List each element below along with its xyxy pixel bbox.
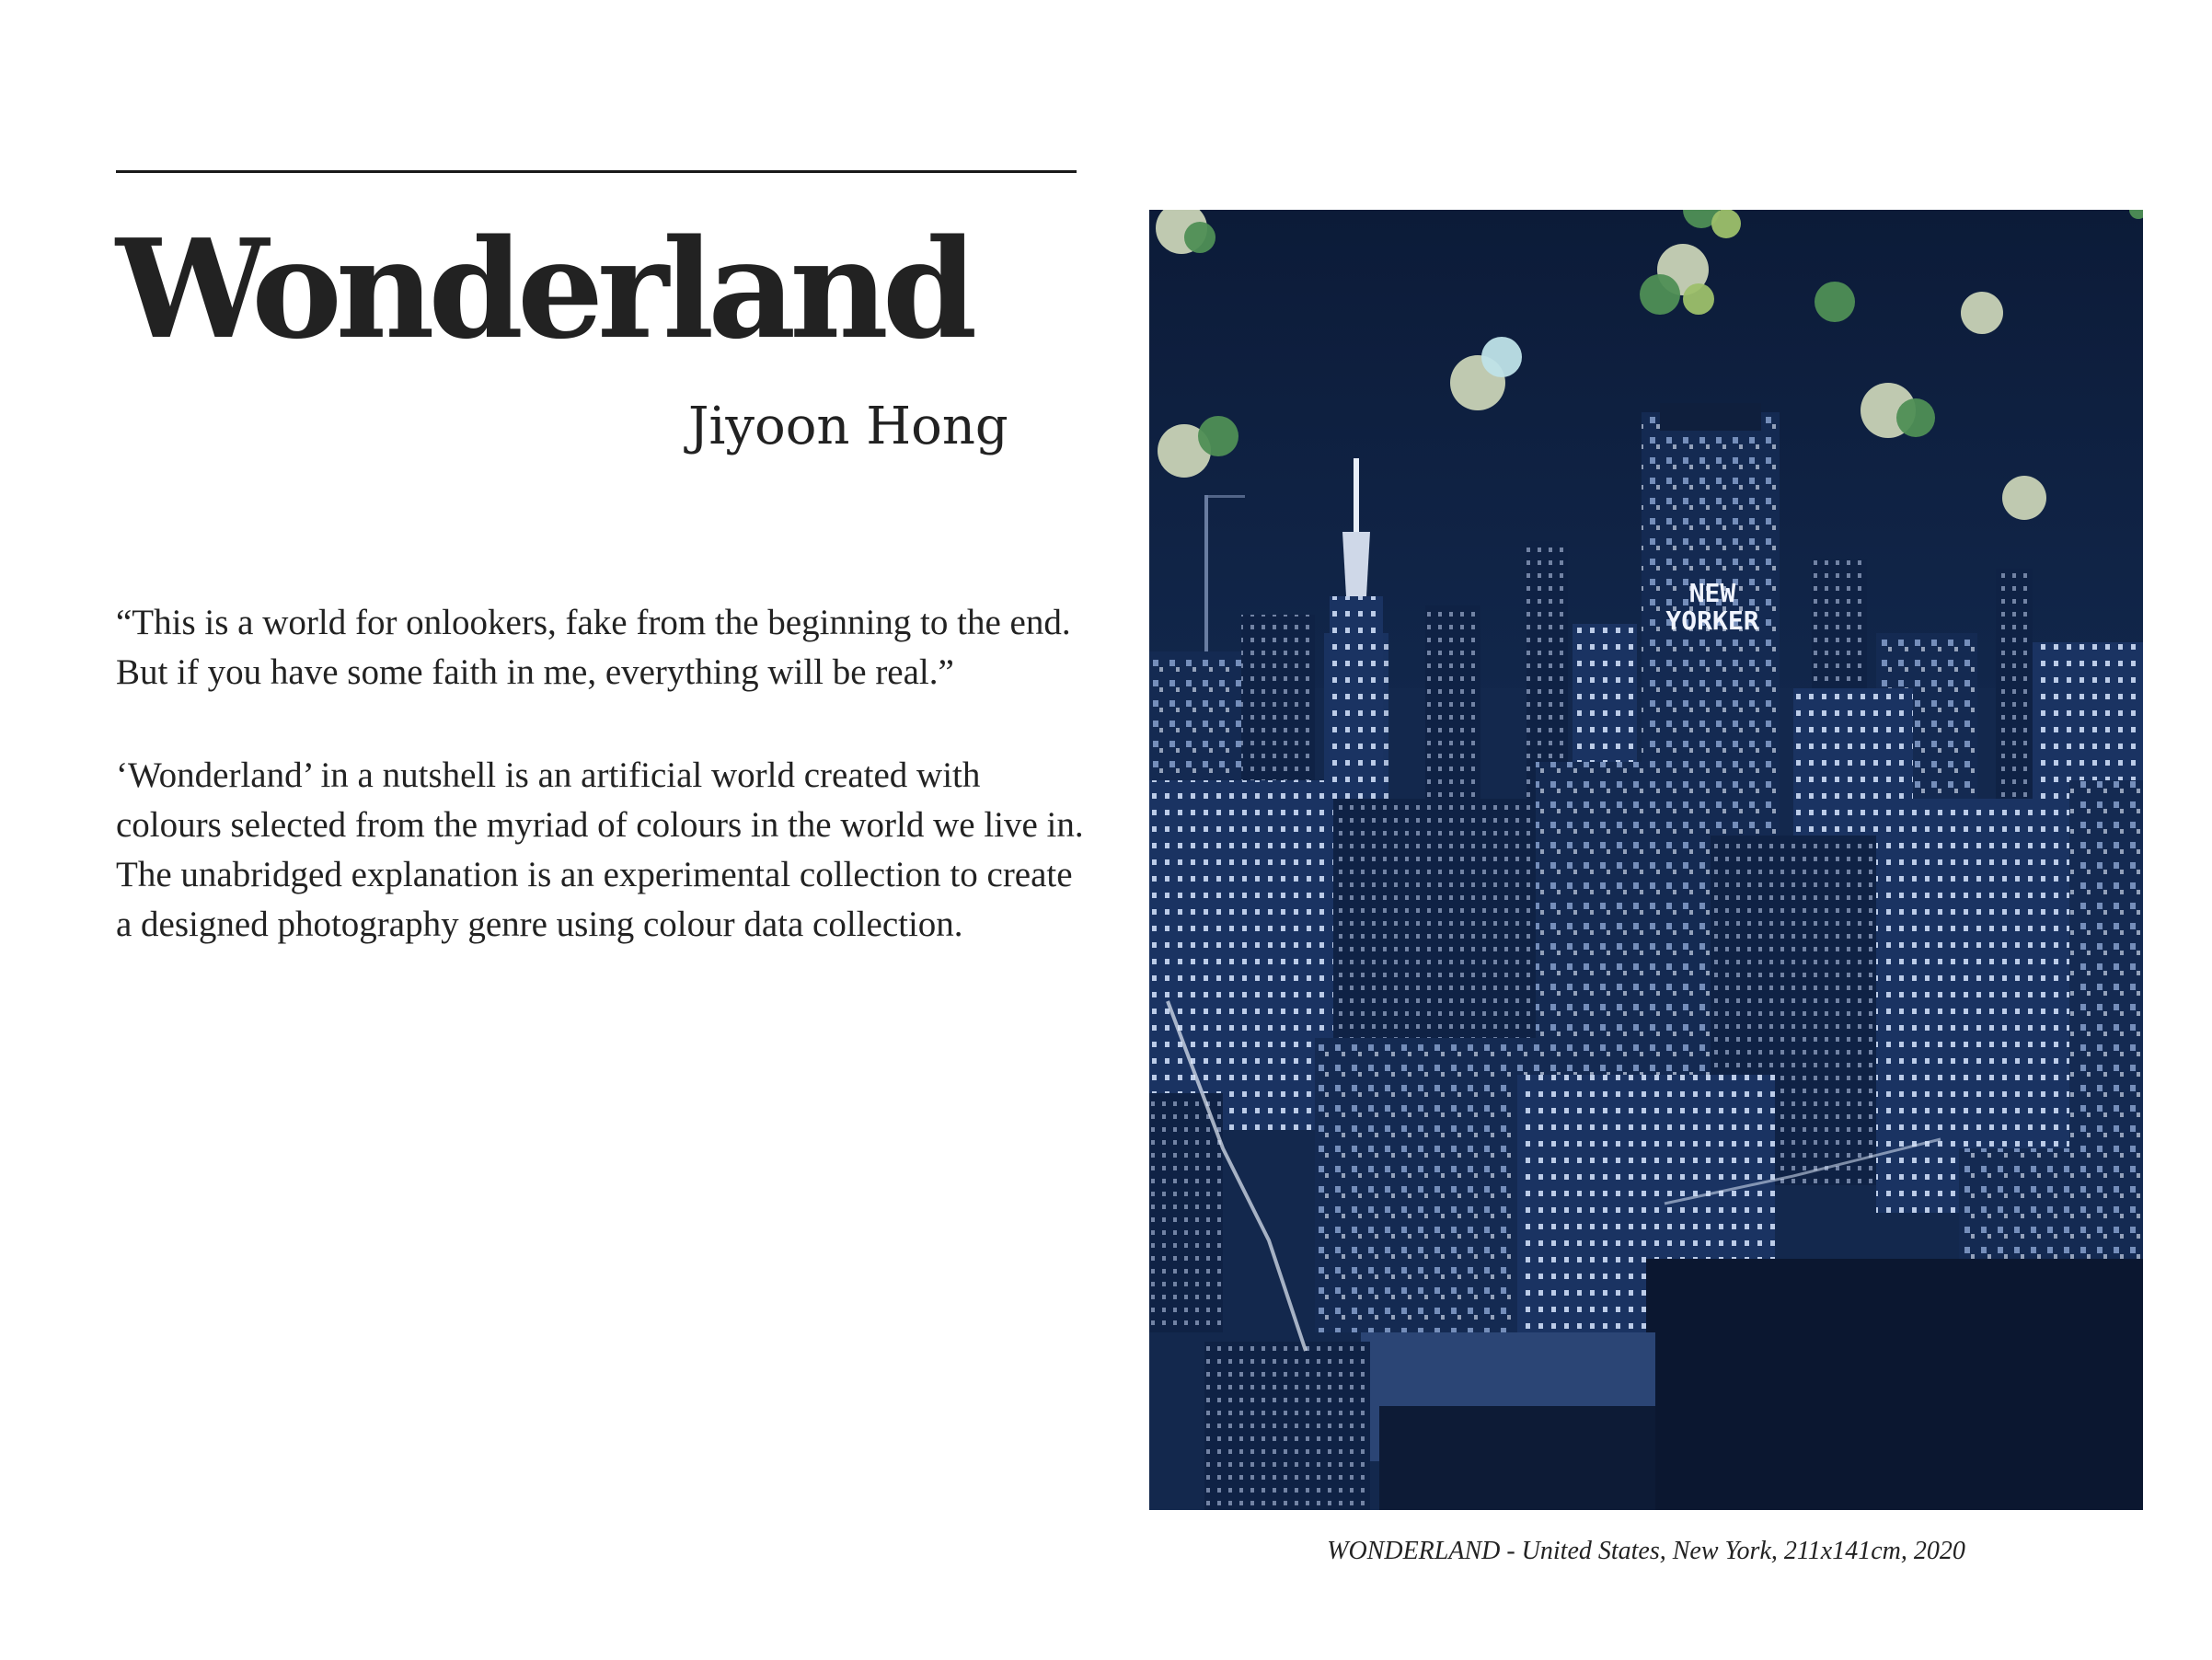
photo-caption: WONDERLAND - United States, New York, 211x141cm, 2020 (1327, 1537, 1965, 1565)
top-rule (116, 170, 1077, 173)
quote-text: “This is a world for onlookers, fake from the beginning to the end. But if you have some faith in me, everything will be real.” (116, 603, 1071, 692)
sign-line-2: YORKER (1665, 605, 1759, 636)
city-night-photo (1149, 210, 2143, 1510)
author-name: Jiyoon Hong (688, 397, 1008, 456)
page-title: Wonderland (116, 209, 972, 369)
description-text: ‘Wonderland’ in a nutshell is an artificial world created with colours selected from the myriad of colours in the world we live in. The unabridged explanation is an experimental collection to create a designed photography genre using colour data collection. (116, 755, 1084, 944)
sign-line-1: NEW (1688, 578, 1736, 608)
